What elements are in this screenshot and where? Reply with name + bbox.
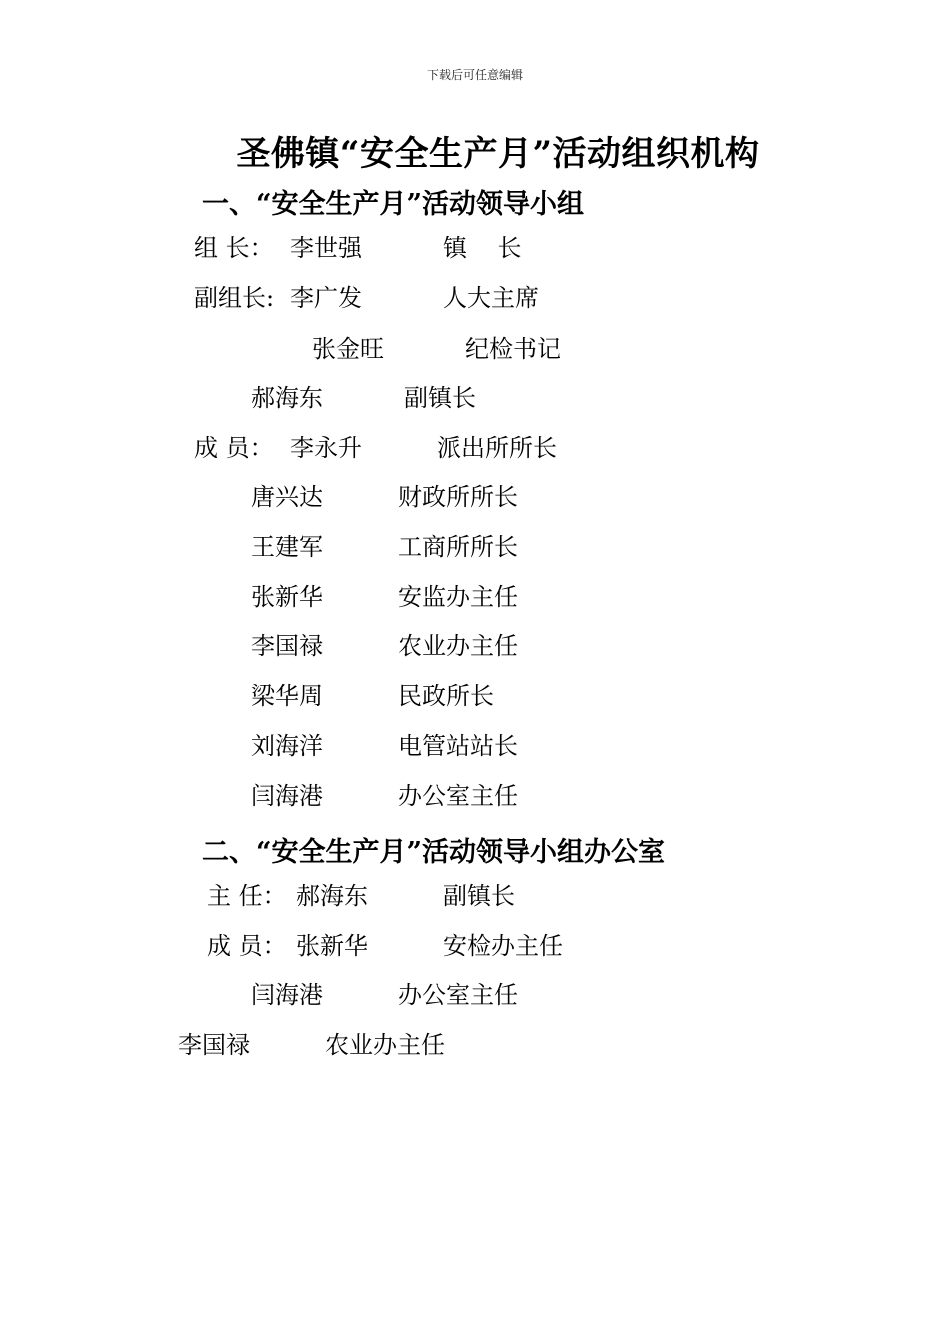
member-label: 成 员：: [194, 434, 274, 462]
member-name: 梁华周: [251, 682, 323, 710]
deputy-title: 副镇长: [404, 384, 476, 412]
deputy-label: 副组长:: [194, 284, 275, 312]
leader-title: 镇 长: [443, 234, 522, 262]
deputy-title: 纪检书记: [465, 335, 561, 363]
office-member-name: 张新华: [296, 932, 368, 960]
member-name: 闫海港: [251, 782, 323, 810]
director-title: 副镇长: [443, 882, 515, 910]
page-header: 下载后可任意编辑: [426, 68, 523, 82]
member-name: 张新华: [251, 583, 323, 611]
member-title: 办公室主任: [398, 782, 518, 810]
office-member-title: 安检办主任: [443, 932, 563, 960]
deputy-name: 李广发: [290, 284, 362, 312]
member-title: 工商所所长: [398, 533, 518, 561]
section-2-heading: 二、“安全生产月”活动领导小组办公室: [202, 837, 666, 868]
member-name: 李国禄: [251, 632, 323, 660]
member-title: 电管站站长: [398, 732, 518, 760]
director-label: 主 任：: [207, 882, 287, 910]
deputy-name: 郝海东: [251, 384, 323, 412]
member-name: 李永升: [290, 434, 362, 462]
member-title: 民政所长: [398, 682, 494, 710]
office-member-name: 闫海港: [251, 981, 323, 1009]
section-1-heading: 一、“安全生产月”活动领导小组: [202, 189, 585, 220]
office-member-name: 李国禄: [178, 1031, 250, 1059]
office-member-title: 办公室主任: [398, 981, 518, 1009]
director-name: 郝海东: [296, 882, 368, 910]
member-name: 王建军: [251, 533, 323, 561]
deputy-name: 张金旺: [312, 335, 384, 363]
member-title: 农业办主任: [398, 632, 518, 660]
office-member-title: 农业办主任: [325, 1031, 445, 1059]
member-name: 唐兴达: [251, 483, 323, 511]
leader-name: 李世强: [290, 234, 362, 262]
office-member-label: 成 员：: [207, 932, 287, 960]
member-title: 财政所所长: [398, 483, 518, 511]
leader-label: 组 长：: [194, 234, 274, 262]
member-title: 派出所所长: [437, 434, 557, 462]
member-name: 刘海洋: [251, 732, 323, 760]
deputy-title: 人大主席: [443, 284, 539, 312]
document-title: 圣佛镇“安全生产月”活动组织机构: [236, 134, 760, 174]
member-title: 安监办主任: [398, 583, 518, 611]
